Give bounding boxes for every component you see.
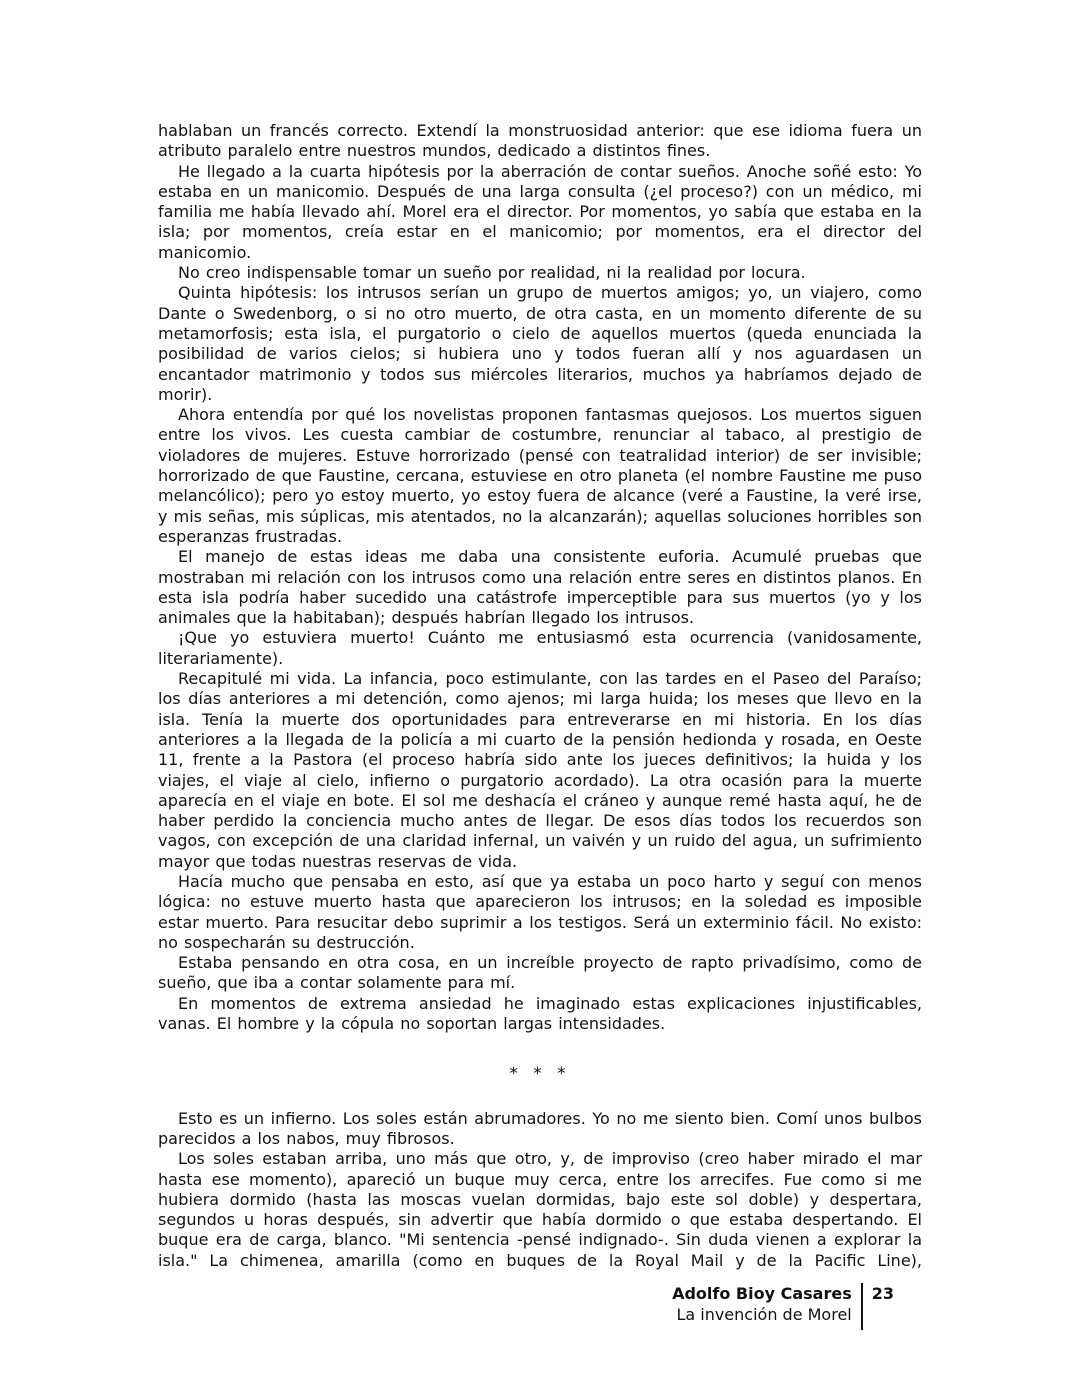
paragraph: Estaba pensando en otra cosa, en un increíble proyecto de rapto privadísimo, como de sueño, que iba a contar solamente para mí. bbox=[158, 953, 922, 993]
paragraph: Hacía mucho que pensaba en esto, así que ya estaba un poco harto y seguí con menos lógica: no estuve muerto hasta que aparecieron los intrusos; en la soledad es imposible estar muerto. Para resucitar debo suprimir a los testigos. Será un exterminio fácil. No existo: no sospecharán su destrucción. bbox=[158, 871, 922, 952]
paragraph: Esto es un infierno. Los soles están abrumadores. Yo no me siento bien. Comí unos bulbos parecidos a los nabos, muy fibrosos. bbox=[158, 1108, 922, 1148]
paragraph: Ahora entendía por qué los novelistas proponen fantasmas quejosos. Los muertos siguen entre los vivos. Les cuesta cambiar de costumbre, renunciar al tabaco, al prestigio de violadores de mujeres. Estuve horrorizado (pensé con teatralidad interior) de ser invisible; horrorizado de que Faustine, cercana, estuviese en otro planeta (el nombre Faustine me puso melancólico); pero yo estoy muerto, yo estoy fuera de alcance (veré a Faustine, la veré irse, y mis señas, mis súplicas, mis atentados, no la alcanzarán); aquellas soluciones horribles son esperanzas frustradas. bbox=[158, 405, 922, 546]
footer-author: Adolfo Bioy Casares bbox=[672, 1284, 852, 1303]
section-separator: * * * bbox=[509, 1064, 571, 1085]
paragraph: Recapitulé mi vida. La infancia, poco estimulante, con las tardes en el Paseo del Paraíso; los días anteriores a mi detención, como ajenos; mi larga huida; los meses que llevo en la isla. Tenía la muerte dos oportunidades para entreverarse en mi historia. En los días anteriores a la llegada de la policía a mi cuarto de la pensión hedionda y rosada, en Oeste 11, frente a la Pastora (el proceso habría sido ante los jueces definitivos; la huida y los viajes, el viaje al cielo, infierno o purgatorio acordado). La otra ocasión para la muerte aparecía en el viaje en bote. El sol me deshacía el cráneo y aunque remé hasta aquí, he de haber perdido la conciencia mucho antes de llegar. De esos días todos los recuerdos son vagos, con excepción de una claridad infernal, un vaivén y un ruido del agua, un sufrimiento mayor que todas nuestras reservas de vida. bbox=[158, 669, 922, 871]
footer-names bbox=[672, 1283, 852, 1325]
paragraph: hablaban un francés correcto. Extendí la monstruosidad anterior: que ese idioma fuera un atributo paralelo entre nuestros mundos, dedicado a distintos fines. bbox=[158, 121, 922, 161]
page-text bbox=[158, 121, 922, 1271]
paragraph: Quinta hipótesis: los intrusos serían un grupo de muertos amigos; yo, un viajero, como Dante o Swedenborg, o si no otro muerto, de otra casta, en un momento diferente de su metamorfosis; esta isla, el purgatorio o cielo de aquellos muertos (queda enunciada la posibilidad de varios cielos; si hubiera uno y todos fueran allí y nos aguardasen un encantador matrimonio y todos sus miércoles literarios, muchos ya habríamos dejado de morir). bbox=[158, 283, 922, 404]
paragraph: He llegado a la cuarta hipótesis por la aberración de contar sueños. Anoche soñé esto: Yo estaba en un manicomio. Después de una larga consulta (¿el proceso?) con un médico, mi familia me había llevado ahí. Morel era el director. Por momentos, yo sabía que estaba en la isla; por momentos, creía estar en el manicomio; por momentos, era el director del manicomio. bbox=[158, 161, 922, 262]
paragraph: En momentos de extrema ansiedad he imaginado estas explicaciones injustificables, vanas. El hombre y la cópula no soportan largas intensidades. bbox=[158, 993, 922, 1034]
paragraph: No creo indispensable tomar un sueño por realidad, ni la realidad por locura. bbox=[178, 263, 806, 283]
text-section-1 bbox=[158, 121, 922, 1034]
paragraph: Los soles estaban arriba, uno más que otro, y, de improviso (creo haber mirado el mar hasta ese momento), apareció un buque muy cerca, entre los arrecifes. Fue como si me hubiera dormido (hasta las moscas vuelan dormidas, bajo este sol doble) y despertara, segundos u horas después, sin advertir que había dormido o que estaba despertando. El buque era de carga, blanco. "Mi sentencia -pensé indignado-. Sin duda vienen a explorar la isla." La chimenea, amarilla (como en buques de la Royal Mail y de la Pacific Line), bbox=[158, 1149, 922, 1270]
text-section-2 bbox=[158, 1109, 922, 1271]
page-footer bbox=[672, 1283, 894, 1330]
footer-page-number: 23 bbox=[871, 1284, 894, 1303]
paragraph: El manejo de estas ideas me daba una consistente euforia. Acumulé pruebas que mostraban mi relación con los intrusos como una relación entre seres en distintos planos. En esta isla podría haber sucedido una catástrofe imperceptible para sus muertos (yo y los animales que la habitaban); después habrían llegado los intrusos. bbox=[158, 547, 922, 628]
paragraph: ¡Que yo estuviera muerto! Cuánto me entusiasmó esta ocurrencia (vanidosamente, literariamente). bbox=[158, 628, 922, 668]
footer-book-title: La invención de Morel bbox=[676, 1305, 852, 1324]
